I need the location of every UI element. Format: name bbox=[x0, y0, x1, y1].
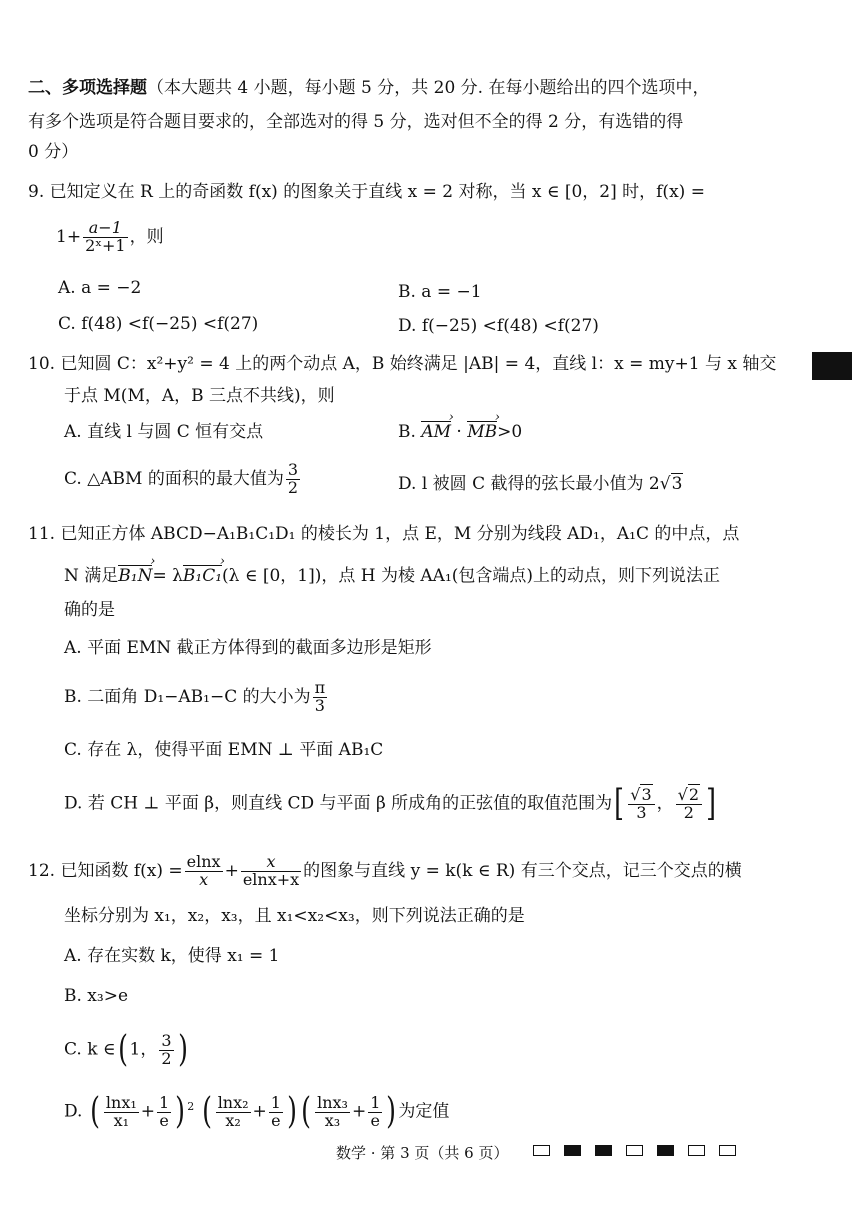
q12-d-num-3: lnx₃ bbox=[317, 1092, 348, 1112]
q11-option-c: C. 存在 λ，使得平面 EMN ⊥ 平面 AB₁C bbox=[64, 740, 384, 760]
q12-number: 12. bbox=[28, 860, 56, 881]
q10-vector-mb: MB › bbox=[467, 421, 497, 442]
q11-d-close-bracket: ] bbox=[706, 783, 716, 824]
q11-line2 bbox=[64, 564, 720, 588]
q10-line1 bbox=[28, 352, 776, 376]
q11-line1 bbox=[28, 522, 739, 546]
section-desc-3: 0 分） bbox=[28, 142, 79, 162]
q10-line2: 于点 M(M，A，B 三点不共线)，则 bbox=[64, 386, 335, 406]
footer-mark-empty bbox=[533, 1145, 550, 1156]
footer-mark-empty bbox=[688, 1145, 705, 1156]
q12-d-square: 2 bbox=[187, 1099, 195, 1113]
q12-d-one-2: 1 bbox=[270, 1092, 281, 1112]
q12-line1-pre: 已知函数 f(x) = bbox=[60, 860, 183, 881]
footer-mark-filled bbox=[595, 1145, 612, 1156]
q11-text-1: 已知正方体 ABCD−A₁B₁C₁D₁ 的棱长为 1，点 E，M 分别为线段 AD₁，A₁C 的中点，点 bbox=[60, 524, 740, 544]
q12-line2: 坐标分别为 x₁，x₂，x₃，且 x₁<x₂<x₃，则下列说法正确的是 bbox=[64, 906, 525, 926]
section-title: 二、多项选择题 bbox=[28, 78, 147, 98]
q10-c-den: 2 bbox=[287, 477, 299, 497]
q12-c-one: 1， bbox=[129, 1039, 158, 1060]
q12-d-den-2: x₂ bbox=[225, 1110, 241, 1130]
q10-number: 10. bbox=[28, 354, 56, 374]
section-desc-2: 有多个选项是符合题目要求的，全部选对的得 5 分，选对但不全的得 2 分，有选错的得 bbox=[28, 112, 684, 132]
q9-text-1: 已知定义在 R 上的奇函数 f(x) 的图象关于直线 x = 2 对称，当 x ∈ [0，2] 时，f(x) = bbox=[49, 182, 705, 202]
q12-option-c bbox=[64, 1029, 190, 1070]
q10-text-1: 已知圆 C：x²+y² = 4 上的两个动点 A，B 始终满足 |AB| = 4，直线 l：x = my+1 与 x 轴交 bbox=[60, 354, 777, 374]
q10-dot: · bbox=[456, 422, 462, 442]
q12-option-b: B. x₃>e bbox=[64, 986, 129, 1006]
q11-d-frac-1: $\frac{√3}{3}$ bbox=[628, 787, 654, 822]
q12-plus: + bbox=[224, 860, 239, 881]
q9-option-c: C. f(48) <f(−25) <f(27) bbox=[58, 314, 259, 334]
q12-line1 bbox=[28, 854, 742, 889]
q12-d-e-3: e bbox=[370, 1110, 381, 1130]
section-header bbox=[28, 76, 710, 100]
q11-option-b-frac bbox=[313, 680, 328, 715]
q11-d-open-bracket: [ bbox=[614, 783, 625, 824]
q11-d-den-2: 2 bbox=[683, 802, 694, 822]
q12-option-a: A. 存在实数 k，使得 x₁ = 1 bbox=[64, 946, 280, 966]
q11-d-den-1: 3 bbox=[636, 802, 647, 822]
q11-vector-b1n: B₁N › bbox=[118, 565, 152, 586]
q10-option-d-text: D. l 被圆 C 截得的弦长最小值为 2 bbox=[398, 474, 660, 494]
q12-c-open: ( bbox=[117, 1029, 128, 1070]
q11-d-frac-2: $\frac{√2}{2}$ bbox=[676, 787, 702, 822]
q11-option-b bbox=[64, 680, 329, 715]
q9-frac-den: 2ˣ+1 bbox=[85, 235, 126, 255]
q11-option-b-text: B. 二面角 D₁−AB₁−C 的大小为 bbox=[64, 686, 311, 707]
q9-option-a: A. a = −2 bbox=[58, 278, 142, 298]
q10-option-a: A. 直线 l 与圆 C 恒有交点 bbox=[64, 422, 264, 442]
q10-option-c-text: C. △ABM 的面积的最大值为 bbox=[64, 468, 284, 489]
footer-mark-filled bbox=[564, 1145, 581, 1156]
q9-option-b: B. a = −1 bbox=[398, 282, 482, 302]
q12-line1-post: 的图象与直线 y = k(k ∈ R) 有三个交点，记三个交点的横 bbox=[303, 860, 742, 881]
q9-option-d: D. f(−25) <f(48) <f(27) bbox=[398, 316, 599, 336]
q12-d-num-2: lnx₂ bbox=[217, 1092, 249, 1112]
q9-frac-num: a−1 bbox=[83, 220, 128, 238]
q12-d-one-3: 1 bbox=[370, 1092, 381, 1112]
q10-option-d-sqrt: 3 bbox=[671, 474, 683, 494]
q12-d-num-1: lnx₁ bbox=[105, 1092, 137, 1112]
q9-line2 bbox=[56, 220, 164, 255]
q12-d-post: 为定值 bbox=[398, 1101, 450, 1122]
q10-vector-am: AM › bbox=[421, 421, 451, 442]
q11-line3: 确的是 bbox=[64, 600, 115, 620]
q12-option-c-text: C. k ∈ bbox=[64, 1039, 116, 1060]
q10-option-b bbox=[398, 420, 522, 444]
section-desc-1: （本大题共 4 小题，每小题 5 分，共 20 分. 在每小题给出的四个选项中， bbox=[147, 78, 710, 98]
q12-option-d: D. ( $\frac{\text{lnx₁}}{\text{x₁}}$ + $\frac{1}{e}$ ) $^2$ ( $\frac{\text{lnx₂}}{\text{x₂}}$ + $\frac{1}{e}$ ) ( $\frac{\text{lnx₃}}{\text{x₃}}$ + $\frac{1}{e}$ ) 为定值 bbox=[64, 1091, 450, 1132]
q11-d-comma: ， bbox=[656, 793, 674, 814]
q11-b-num: π bbox=[314, 678, 326, 697]
q10-option-b-label: B. bbox=[398, 422, 416, 442]
q9-line2-post: ，则 bbox=[129, 226, 164, 247]
q12-d-e-2: e bbox=[271, 1110, 281, 1130]
q11-d-sqrt-2: 2 bbox=[688, 784, 700, 804]
q11-option-d-text: D. 若 CH ⊥ 平面 β，则直线 CD 与平面 β 所成角的正弦值的取值范围为 bbox=[64, 793, 613, 814]
q12-d-den-1: x₁ bbox=[113, 1110, 130, 1130]
q12-d-one-1: 1 bbox=[159, 1092, 170, 1112]
page-edge-marker bbox=[812, 352, 852, 380]
q11-option-d bbox=[64, 783, 718, 824]
page-footer: 数学 · 第 3 页（共 6 页） bbox=[336, 1144, 509, 1162]
q11-b-den: 3 bbox=[314, 695, 325, 715]
q11-line2-pre: N 满足 bbox=[64, 566, 119, 586]
q12-frac2-num: x bbox=[241, 854, 301, 872]
q10-option-c bbox=[64, 462, 302, 497]
q10-option-b-post: >0 bbox=[497, 422, 523, 442]
q10-option-d: D. l 被圆 C 截得的弦长最小值为 2√3 bbox=[398, 474, 683, 494]
q11-vector-b1c1: B₁C₁ › bbox=[183, 565, 222, 586]
q11-d-sqrt-1: 3 bbox=[641, 784, 652, 804]
q11-line2-post: (λ ∈ [0，1])，点 H 为棱 AA₁(包含端点)上的动点，则下列说法正 bbox=[222, 566, 721, 586]
q12-d-e-1: e bbox=[159, 1110, 169, 1130]
q9-fraction bbox=[83, 220, 128, 255]
q9-line2-pre: 1+ bbox=[56, 226, 82, 247]
q12-frac1-num: elnx bbox=[186, 852, 221, 871]
footer-mark-empty bbox=[719, 1145, 736, 1156]
q9-number: 9. bbox=[28, 182, 45, 202]
q12-frac-1 bbox=[185, 854, 223, 889]
q12-frac-2 bbox=[241, 854, 301, 889]
q12-frac1-den: x bbox=[199, 869, 209, 889]
q12-c-num: 3 bbox=[161, 1030, 172, 1050]
q11-number: 11. bbox=[28, 524, 56, 544]
q11-line2-mid: = λ bbox=[152, 566, 183, 586]
q12-frac2-den: elnx+x bbox=[242, 869, 300, 889]
footer-mark-empty bbox=[626, 1145, 643, 1156]
q12-d-den-3: x₃ bbox=[324, 1110, 341, 1130]
q12-c-den: 2 bbox=[161, 1048, 172, 1068]
q12-c-frac bbox=[159, 1030, 173, 1068]
footer-mark-filled bbox=[657, 1145, 674, 1156]
q9-line1 bbox=[28, 180, 705, 204]
q12-c-close: ) bbox=[177, 1029, 188, 1070]
q10-c-num: 3 bbox=[287, 460, 299, 479]
q11-option-a: A. 平面 EMN 截正方体得到的截面多边形是矩形 bbox=[64, 638, 432, 658]
q12-option-d-label: D. bbox=[64, 1101, 83, 1122]
q10-option-c-frac bbox=[286, 462, 300, 497]
